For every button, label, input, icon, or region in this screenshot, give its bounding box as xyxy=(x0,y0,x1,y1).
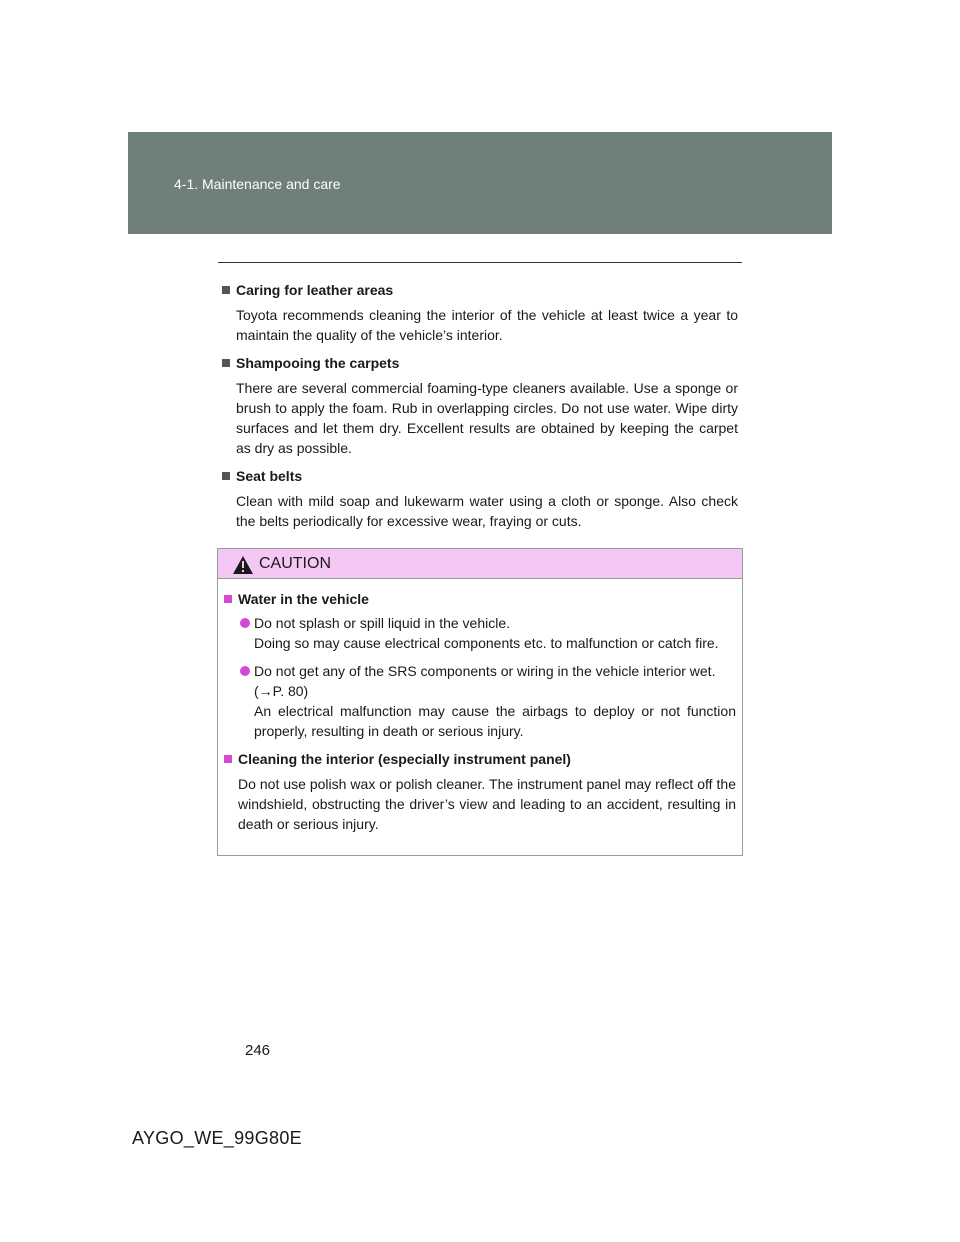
caution-content xyxy=(224,589,736,834)
square-bullet-icon xyxy=(222,472,230,480)
item-heading-seatbelts: Seat belts xyxy=(222,466,738,486)
main-content xyxy=(222,280,738,539)
circle-bullet-icon xyxy=(240,618,250,628)
warning-triangle-icon xyxy=(232,555,254,575)
item-heading-leather: Caring for leather areas xyxy=(222,280,738,300)
page-reference-link[interactable]: (→P. 80) xyxy=(254,683,309,699)
caution-body-interior: Do not use polish wax or polish cleaner. The instrument panel may reflect off the windshield, obstructing the driver’s view and leading to an accident, resulting in death or serious injury. xyxy=(238,776,736,832)
caution-heading-water: Water in the vehicle xyxy=(224,589,736,609)
square-bullet-icon xyxy=(222,359,230,367)
caution-header xyxy=(218,549,742,579)
caution-bullet-srs: Do not get any of the SRS components or wiring in the vehicle interior wet. (→P. 80) An electrical malfunction may cause the airbags to deploy or not function properly, resulting in death or serious injury. xyxy=(224,661,736,741)
item-heading-carpets: Shampooing the carpets xyxy=(222,353,738,373)
header-band xyxy=(128,132,832,234)
top-rule xyxy=(218,262,742,263)
circle-bullet-icon xyxy=(240,666,250,676)
item-body-seatbelts: Clean with mild soap and lukewarm water using a cloth or sponge. Also check the belts periodically for excessive wear, fraying or cuts. xyxy=(236,493,738,529)
caution-label: CAUTION xyxy=(259,555,331,572)
square-bullet-icon xyxy=(222,286,230,294)
section-title: 4-1. Maintenance and care xyxy=(174,176,341,192)
caution-bullet-splash: Do not splash or spill liquid in the vehicle. Doing so may cause electrical components etc. to malfunction or catch fire. xyxy=(224,613,736,653)
caution-heading-interior: Cleaning the interior (especially instrument panel) xyxy=(224,749,736,769)
item-body-carpets: There are several commercial foaming-type cleaners available. Use a sponge or brush to apply the foam. Rub in overlapping circles. Do not use water. Wipe dirty surfaces and let them dry. Excellent results are obtained by keeping the carpet as dry as possible. xyxy=(236,380,738,456)
page-number: 246 xyxy=(245,1042,271,1059)
item-body-leather: Toyota recommends cleaning the interior of the vehicle at least twice a year to maintain the quality of the vehicle’s interior. xyxy=(236,307,738,343)
square-bullet-icon xyxy=(224,755,232,763)
document-code: AYGO_WE_99G80E xyxy=(132,1128,302,1148)
caution-box xyxy=(217,548,743,856)
square-bullet-icon xyxy=(224,595,232,603)
